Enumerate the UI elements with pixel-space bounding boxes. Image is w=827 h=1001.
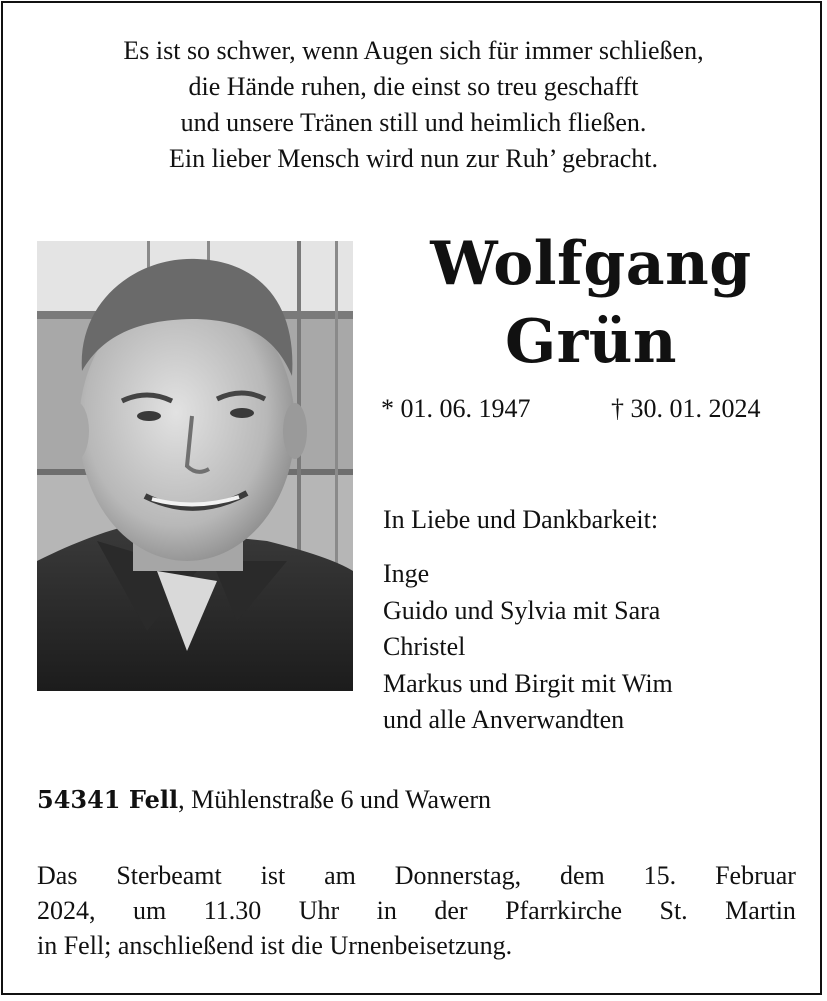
word: Das xyxy=(37,861,78,890)
poem-line: und unsere Tränen still und heimlich fließen. xyxy=(180,108,647,137)
word: dem xyxy=(560,861,605,890)
word: 15. xyxy=(643,861,677,890)
word: Martin xyxy=(725,896,796,925)
word: 2024, xyxy=(37,896,96,925)
mourners-list xyxy=(383,556,673,739)
first-name: Wolfgang xyxy=(430,229,752,299)
poem-line: die Hände ruhen, die einst so treu geschafft xyxy=(188,72,639,101)
word: um xyxy=(132,896,167,925)
word: am xyxy=(324,861,356,890)
portrait-photo xyxy=(37,241,353,691)
mourner: und alle Anverwandten xyxy=(383,705,625,734)
address-place: 54341 Fell xyxy=(37,785,179,814)
word: ist xyxy=(260,861,286,890)
service-line-2 xyxy=(37,893,796,928)
poem-line: Es ist so schwer, wenn Augen sich für immer schließen, xyxy=(123,36,704,65)
mourner: Guido und Sylvia mit Sara xyxy=(383,595,661,625)
service-info xyxy=(37,858,796,963)
service-line-1 xyxy=(37,858,796,893)
dedication: In Liebe und Dankbarkeit: xyxy=(383,505,659,534)
mourner: Christel xyxy=(383,632,466,661)
word: Donnerstag, xyxy=(394,861,522,890)
word: Pfarrkirche xyxy=(505,896,622,925)
word: St. xyxy=(659,896,688,925)
word: 11.30 xyxy=(203,896,262,925)
birth-date: * 01. 06. 1947 xyxy=(381,394,531,423)
mourner: Markus und Birgit mit Wim xyxy=(383,668,673,698)
mourner: Inge xyxy=(383,559,430,588)
service-line-3: in Fell; anschließend ist die Urnenbeisetzung. xyxy=(37,931,513,960)
last-name: Grün xyxy=(504,307,678,377)
word: Uhr xyxy=(298,896,340,925)
obituary-notice xyxy=(1,1,822,995)
poem xyxy=(3,33,822,177)
poem-line: Ein lieber Mensch wird nun zur Ruh’ gebracht. xyxy=(168,144,659,173)
word: Sterbeamt xyxy=(116,861,222,890)
word: der xyxy=(434,896,468,925)
deceased-name xyxy=(383,225,799,381)
address xyxy=(37,783,491,817)
address-street: , Mühlenstraße 6 und Wawern xyxy=(178,785,492,814)
word: Februar xyxy=(715,861,796,890)
word: in xyxy=(376,896,397,925)
life-dates xyxy=(381,392,796,426)
death-date: † 30. 01. 2024 xyxy=(611,394,761,423)
